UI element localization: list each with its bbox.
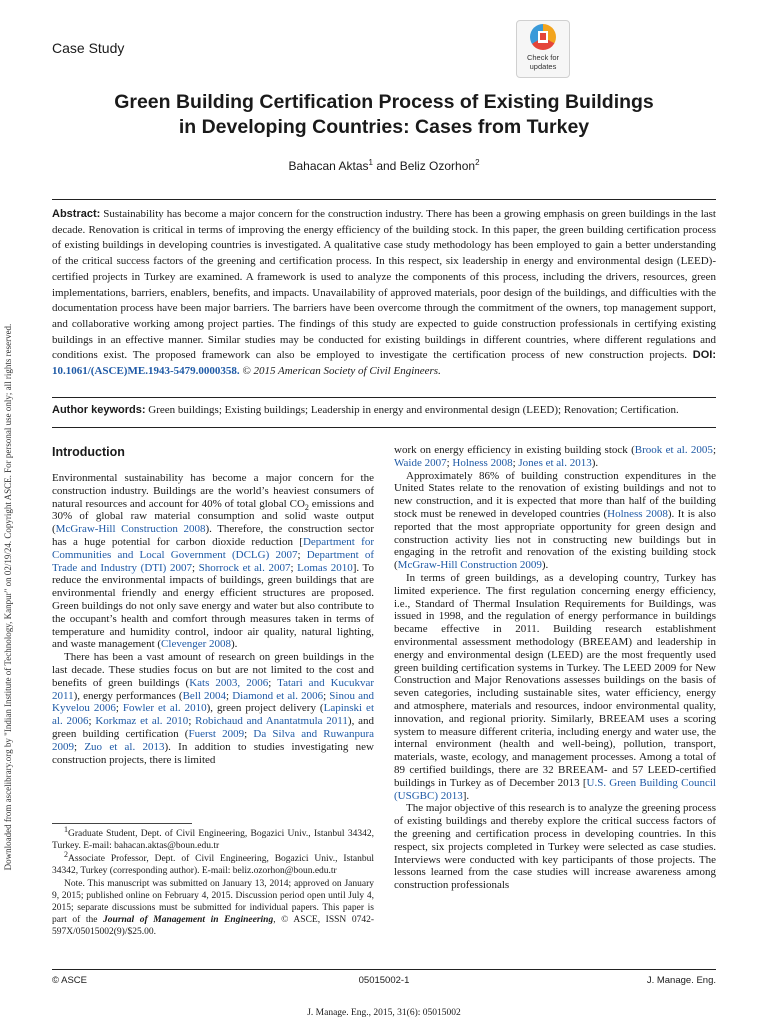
divider xyxy=(52,397,716,398)
paragraph: Environmental sustainability has become a major concern for the construction industry. Buildings are the world’s heaviest consumers of natural resources and account for 40% of total global $CO_2$ emissions and 30% of global raw material consumption and solid waste output (McGraw-Hill Construction 2008). Therefore, the construction sector has a huge potential for carbon dioxide reduction [Department for Communities and Local Government (DCLG) 2007; Department of Trade and Industry (DTI) 2007; Shorrock et al. 2007; Lomas 2010]. To reduce the environmental impacts of buildings, green buildings that are environmental friendly and energy efficient structures are proposed. Green buildings do not only save energy and water but also contribute to the occupant’s health and comfort through measures taken in terms of temperature and humidity control, indoor air quality, natural lighting, and waste management (Clevenger 2008). xyxy=(52,472,375,651)
journal-abbrev: J. Manage. Eng. xyxy=(646,975,716,986)
reference-link[interactable]: Diamond et al. 2006 xyxy=(232,689,324,702)
reference-link[interactable]: Holness 2008 xyxy=(452,456,513,469)
right-column xyxy=(394,444,716,892)
divider xyxy=(52,427,716,428)
paper-title: Green Building Certification Process of Existing Buildings in Developing Countries: Cases from Turkey xyxy=(114,91,654,138)
reference-link[interactable]: McGraw-Hill Construction 2008 xyxy=(55,523,206,536)
page-number: 05015002-1 xyxy=(358,975,410,986)
reference-link[interactable]: Bell 2004 xyxy=(182,689,227,702)
section-label: Case Study xyxy=(52,40,125,56)
reference-link[interactable]: Zuo et al. 2013 xyxy=(84,740,165,753)
reference-link[interactable]: Lapinski et al. 2006 xyxy=(52,702,374,728)
reference-link[interactable]: Department for Communities and Local Government (DCLG) 2007 xyxy=(52,535,375,561)
crossmark-icon xyxy=(530,24,556,50)
reference-link[interactable]: Korkmaz et al. 2010 xyxy=(95,715,189,728)
footnote: Note. This manuscript was submitted on January 13, 2014; approved on January 9, 2015; published online on February 4, 2015. Discussion period open until July 4, 2015; separate discussions must be submitted for individual papers. This paper is part of the Journal of Management in Engineering, © ASCE, ISSN 0742-597X/05015002(9)/$25.00. xyxy=(52,879,375,937)
divider xyxy=(52,199,716,200)
reference-link[interactable]: Jones et al. 2013 xyxy=(518,456,592,469)
reference-link[interactable]: Tatari and Kucukvar 2011 xyxy=(52,676,374,702)
paragraph: There has been a vast amount of research on green buildings in the last decade. These studies focus on but are not limited to the cost and benefits of green buildings (Kats 2003, 2006; Tatari and Kucukvar 2011), energy performances (Bell 2004; Diamond et al. 2006; Sinou and Kyvelou 2006; Fowler et al. 2010), green project delivery (Lapinski et al. 2006; Korkmaz et al. 2010; Robichaud and Anantatmula 2011), and green building certification (Fuerst 2009; Da Silva and Ruwanpura 2009; Zuo et al. 2013). In addition to studies investigating new construction projects, there is limited xyxy=(52,651,374,766)
reference-link[interactable]: Fowler et al. 2010 xyxy=(122,702,207,715)
paragraph: Approximately 86% of building construction expenditures in the United States relate to the renovation of existing buildings and not to new construction, and it is expected that more than half of the building stock must be renewed in developed countries (Holness 2008). It is also reported that the most appropriate opportunity for green design and construction activity lies not in constructing new buildings but in engaging in the retrofit and renovation of the existing building stock (McGraw-Hill Construction 2009). xyxy=(394,469,716,572)
reference-link[interactable]: Sinou and Kyvelou 2006 xyxy=(52,689,374,715)
authors: Bahacan Aktas$^1$ and Beliz Ozorhon$^2$ xyxy=(288,158,480,173)
doi-link[interactable]: 10.1061/(ASCE)ME.1943-5479.0000358. xyxy=(52,365,240,378)
paragraph: work on energy efficiency in existing building stock (Brook et al. 2005; Waide 2007; Holness 2008; Jones et al. 2013). xyxy=(394,444,716,469)
footnote-divider xyxy=(52,823,192,824)
paragraph: The major objective of this research is to analyze the greening process of existing buildings and thereby explore the critical success factors of the greening and certification process in developing countries. In this respect, six projects completed in Turkey were selected as case studies. Interviews were conducted with key participants of those projects. The lessons learned from the case studies will increase awareness among construction professionals xyxy=(394,802,716,892)
footer-publisher: © ASCE xyxy=(52,975,87,986)
reference-link[interactable]: Shorrock et al. 2007 xyxy=(198,561,291,574)
download-notice: Downloaded from ascelibrary.org by "Indian Institute of Technology, Kanpur" on 02/19/24. Copyright ASCE. For personal use only; all rights reserved. xyxy=(3,323,13,871)
reference-link[interactable]: Robichaud and Anantatmula 2011 xyxy=(195,715,348,728)
reference-link[interactable]: Kats 2003, 2006 xyxy=(189,676,269,689)
paragraph: In terms of green buildings, as a developing country, Turkey has limited experience. The first regulation concerning energy efficiency, i.e., Standard of Thermal Insulation Requirements for Buildings, was issued in 1998, and the regulation of energy performance in buildings became effective in 2011. Building research establishment environmental assessment methodology (BREEAM) and leadership in energy and environmental design (LEED) are the most frequently used green building certification systems in Turkey. The LEED 2009 for New Construction and Major Renovations assesses buildings on the basis of seven categories, including sustainable sites, water efficiency, energy and atmosphere, materials and resources, indoor environmental quality, innovation, and regional priority. Similarly, BREEAM uses a scoring system to measure different criteria, including energy and water use, the internal environment (health and well-being), pollution, transport, materials, waste, ecology, and management processes. Among a total of 89 certified buildings, there are 32 BREEAM- and 57 LEED-certified buildings in Turkey as of December 2013 [U.S. Green Building Council (USGBC) 2013]. xyxy=(394,571,716,802)
footnote: $^1$Graduate Student, Dept. of Civil Engineering, Bogazici Univ., Istanbul 34342, Turkey. E-mail: bahacan.aktas@boun.edu.tr xyxy=(52,824,374,851)
reference-link[interactable]: Clevenger 2008 xyxy=(161,638,231,651)
reference-link[interactable]: Fuerst 2009 xyxy=(188,727,245,740)
reference-link[interactable]: McGraw-Hill Construction 2009 xyxy=(397,559,542,572)
check-for-updates-badge[interactable] xyxy=(516,20,570,78)
section-heading-introduction: Introduction xyxy=(52,445,125,459)
footnote: $^2$Associate Professor, Dept. of Civil Engineering, Bogazici Univ., Istanbul 34342, Turkey (corresponding author). E-mail: beliz.ozorhon@boun.edu.tr xyxy=(52,849,374,876)
reference-link[interactable]: Lomas 2010 xyxy=(297,561,353,574)
reference-link[interactable]: Brook et al. 2005 xyxy=(634,444,713,456)
check-for-updates-label: Check for updates xyxy=(526,53,560,71)
footnotes xyxy=(52,824,375,939)
reference-link[interactable]: Department of Trade and Industry (DTI) 2007 xyxy=(52,548,375,574)
author-keywords: Author keywords: Green buildings; Existing buildings; Leadership in energy and environmental design (LEED); Renovation; Certification. xyxy=(52,404,679,416)
reference-link[interactable]: Da Silva and Ruwanpura 2009 xyxy=(52,727,374,753)
footer-divider xyxy=(52,969,716,970)
citation-line: J. Manage. Eng., 2015, 31(6): 05015002 xyxy=(307,1008,461,1018)
abstract: Abstract: Sustainability has become a major concern for the construction industry. There has been a growing emphasis on green buildings in the last decade. Renovation is critical in terms of improving the energy efficiency of the building stock. In this paper, the green building certification process of existing buildings in developing countries is investigated. A qualitative case study methodology has been employed to gain a better understanding of the critical success factors of the greening and certification process. In this respect, six leadership in energy and environmental design (LEED)-certified projects in Turkey are examined. A framework is used to analyze the components of this process, including the drivers, resources, green implementations, barriers, enablers, benefits, and impacts. Unavailability of approved materials, poor design of the buildings, and difficulties with the documentation process have been major barriers. The barriers have been overcome through the commitment of the owners, top management support, and collaborative working among project parties. The findings of this study are expected to guide construction professionals in certifying existing buildings in an effective manner. Similar studies may be conducted for existing buildings in different countries, where different regulations and conditions exist. The proposed framework can also be employed to investigate the certification process of new construction projects. DOI: 10.1061/(ASCE)ME.1943-5479.0000358. © 2015 American Society of Civil Engineers. xyxy=(52,208,716,378)
reference-link[interactable]: Holness 2008 xyxy=(607,507,668,520)
reference-link[interactable]: Waide 2007 xyxy=(394,456,447,469)
left-column xyxy=(52,472,374,766)
reference-link[interactable]: U.S. Green Building Council (USGBC) 2013 xyxy=(394,776,716,802)
